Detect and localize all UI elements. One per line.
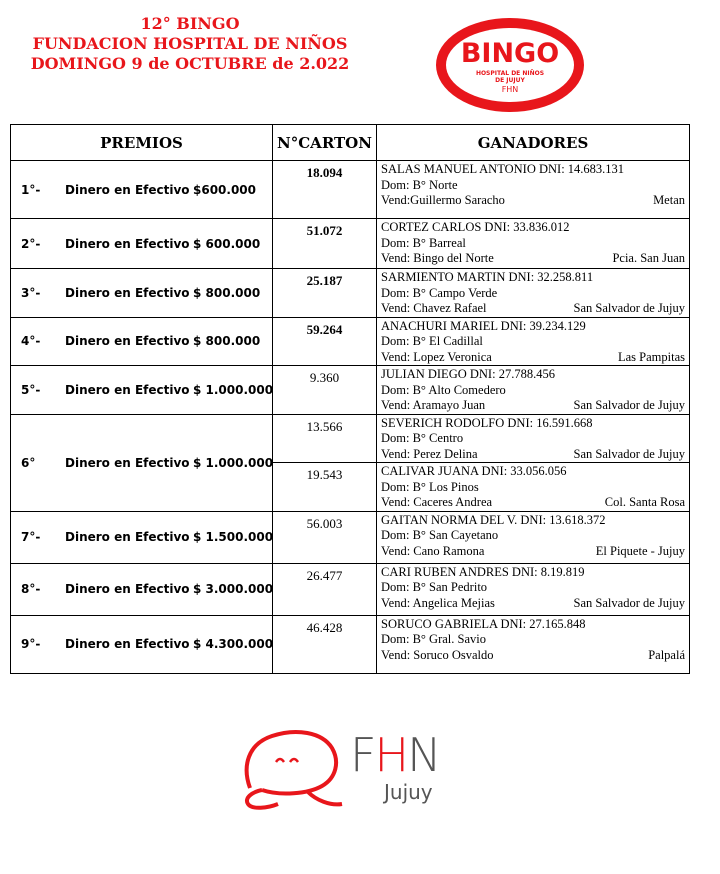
fhn-city: Jujuy — [384, 780, 433, 804]
prize-amount: $ 600.000 — [193, 236, 261, 251]
fhn-brand-n: N — [407, 728, 440, 782]
prize-cell — [11, 219, 273, 269]
prize-cell — [11, 317, 273, 366]
winner-cell — [377, 269, 690, 318]
winner-seller: Vend: Caceres Andrea — [381, 495, 493, 509]
winner-seller: Vend:Guillermo Saracho — [381, 193, 505, 207]
carton-number: 56.003 — [273, 511, 377, 563]
winner-seller: Vend: Angelica Mejias — [381, 595, 495, 610]
table-row — [11, 161, 690, 219]
winner-cell — [377, 615, 690, 673]
prize-amount: $600.000 — [193, 182, 257, 197]
winner-place: Col. Santa Rosa — [604, 495, 685, 509]
prize-cell — [11, 563, 273, 615]
prize-amount: $ 4.300.000 — [193, 637, 274, 651]
winner-seller: Vend: Lopez Veronica — [381, 349, 492, 364]
carton-number: 26.477 — [273, 563, 377, 615]
winner-name: SEVERICH RODOLFO DNI: 16.591.668 — [381, 415, 593, 430]
winner-place: San Salvador de Jujuy — [573, 398, 685, 412]
winner-domicile: Dom: B° Campo Verde — [381, 285, 498, 300]
header-premios: PREMIOS — [11, 125, 273, 161]
carton-number: 25.187 — [273, 269, 377, 318]
prize-number: 9°- — [21, 637, 41, 651]
title-line-2: FUNDACION HOSPITAL DE NIÑOS — [32, 34, 348, 53]
prize-amount: $ 1.000.000 — [193, 382, 274, 397]
prize-number: 3°- — [21, 285, 41, 300]
carton-number: 13.566 — [273, 414, 377, 463]
winner-cell — [377, 563, 690, 615]
winner-seller: Vend: Chavez Rafael — [381, 301, 487, 315]
winner-name: JULIAN DIEGO DNI: 27.788.456 — [381, 367, 555, 381]
winner-name: CALIVAR JUANA DNI: 33.056.056 — [381, 464, 567, 478]
fhn-brand-h: H — [374, 728, 408, 782]
winner-name: SORUCO GABRIELA DNI: 27.165.848 — [381, 616, 586, 631]
winner-cell — [377, 161, 690, 219]
title-line-3: DOMINGO 9 de OCTUBRE de 2.022 — [30, 54, 350, 73]
prize-cell — [11, 615, 273, 673]
winner-domicile: Dom: B° El Cadillal — [381, 334, 483, 348]
winner-place: San Salvador de Jujuy — [573, 446, 685, 461]
logo-subtitle — [436, 70, 584, 84]
prize-number: 5°- — [21, 382, 41, 397]
winner-place: Metan — [653, 193, 685, 207]
logo-word: BINGO — [460, 38, 560, 69]
winner-cell — [377, 366, 690, 415]
winner-place: San Salvador de Jujuy — [573, 301, 685, 315]
carton-number: 9.360 — [273, 366, 377, 415]
prize-cell — [11, 366, 273, 415]
prize-description: Dinero en Efectivo — [65, 285, 190, 300]
prize-description: Dinero en Efectivo — [65, 236, 190, 251]
winner-name: SARMIENTO MARTIN DNI: 32.258.811 — [381, 270, 594, 284]
table-row — [11, 511, 690, 563]
winner-seller: Vend: Perez Delina — [381, 446, 478, 461]
prize-amount: $ 800.000 — [193, 285, 261, 300]
prize-cell — [11, 269, 273, 318]
winner-seller: Vend: Bingo del Norte — [381, 251, 494, 265]
prizes-table — [10, 124, 690, 674]
fhn-brand — [350, 728, 439, 782]
winner-domicile: Dom: B° Norte — [381, 177, 458, 192]
prize-number: 7°- — [21, 530, 41, 544]
table-row — [11, 219, 690, 269]
prize-amount: $ 3.000.000 — [193, 582, 274, 596]
carton-number: 19.543 — [273, 463, 377, 512]
winner-name: SALAS MANUEL ANTONIO DNI: 14.683.131 — [381, 162, 625, 176]
prize-description: Dinero en Efectivo — [65, 637, 190, 651]
prize-cell — [11, 414, 273, 511]
prize-amount: $ 1.000.000 — [193, 455, 274, 470]
prize-cell — [11, 161, 273, 219]
winner-domicile: Dom: B° Barreal — [381, 235, 466, 250]
table-header-row — [11, 125, 690, 161]
table-row — [11, 414, 690, 463]
prize-description: Dinero en Efectivo — [65, 334, 190, 349]
header-carton: N°CARTON — [273, 125, 377, 161]
title-line-1: 12° BINGO — [140, 14, 240, 33]
table-row — [11, 269, 690, 318]
table-row — [11, 317, 690, 366]
prize-number: 8°- — [21, 582, 41, 596]
carton-number: 18.094 — [273, 161, 377, 219]
winner-domicile: Dom: B° San Pedrito — [381, 580, 488, 594]
winner-name: CARI RUBEN ANDRES DNI: 8.19.819 — [381, 564, 585, 579]
table-row — [11, 615, 690, 673]
prize-description: Dinero en Efectivo — [65, 182, 190, 197]
fhn-brand-f: F — [350, 728, 375, 782]
winner-domicile: Dom: B° Gral. Savio — [381, 632, 486, 646]
prize-number: 4°- — [21, 334, 41, 349]
table-row — [11, 366, 690, 415]
winner-cell — [377, 463, 690, 512]
winner-seller: Vend: Cano Ramona — [381, 543, 485, 558]
winner-place: Pcia. San Juan — [612, 251, 685, 265]
prize-cell — [11, 511, 273, 563]
winner-place: Las Pampitas — [617, 349, 685, 364]
prize-number: 2°- — [21, 236, 41, 251]
winner-domicile: Dom: B° Centro — [381, 431, 464, 445]
winner-place: San Salvador de Jujuy — [573, 595, 685, 610]
winner-name: ANACHURI MARIEL DNI: 39.234.129 — [381, 318, 586, 333]
logo-mini: FHN — [501, 85, 519, 94]
prize-description: Dinero en Efectivo — [65, 582, 190, 596]
prize-amount: $ 800.000 — [193, 334, 261, 349]
carton-number: 46.428 — [273, 615, 377, 673]
header-ganadores: GANADORES — [377, 125, 690, 161]
winner-cell — [377, 219, 690, 269]
winner-cell — [377, 414, 690, 463]
bingo-logo — [436, 18, 586, 114]
winner-place: El Piquete - Jujuy — [595, 543, 685, 558]
winner-domicile: Dom: B° Los Pinos — [381, 479, 479, 494]
winner-name: GAITAN NORMA DEL V. DNI: 13.618.372 — [381, 512, 606, 527]
winner-name: CORTEZ CARLOS DNI: 33.836.012 — [381, 220, 570, 234]
carton-number: 51.072 — [273, 219, 377, 269]
prize-description: Dinero en Efectivo — [65, 530, 190, 544]
winner-cell — [377, 511, 690, 563]
winner-domicile: Dom: B° Alto Comedero — [381, 382, 506, 397]
winner-seller: Vend: Aramayo Juan — [381, 398, 486, 412]
prize-amount: $ 1.500.000 — [193, 530, 274, 544]
prize-description: Dinero en Efectivo — [65, 382, 190, 397]
prize-number: 1°- — [21, 182, 41, 197]
carton-number: 59.264 — [273, 317, 377, 366]
winner-cell — [377, 317, 690, 366]
prize-description: Dinero en Efectivo — [65, 455, 190, 470]
winner-seller: Vend: Soruco Osvaldo — [381, 647, 494, 662]
winner-place: Palpalá — [648, 647, 685, 662]
table-row — [11, 563, 690, 615]
page-title — [0, 14, 380, 74]
logo-sub-1: HOSPITAL DE NIÑOS — [475, 70, 545, 77]
logo-sub-2: DE JUJUY — [495, 77, 525, 84]
prize-number: 6° — [21, 455, 36, 470]
winner-domicile: Dom: B° San Cayetano — [381, 528, 499, 542]
